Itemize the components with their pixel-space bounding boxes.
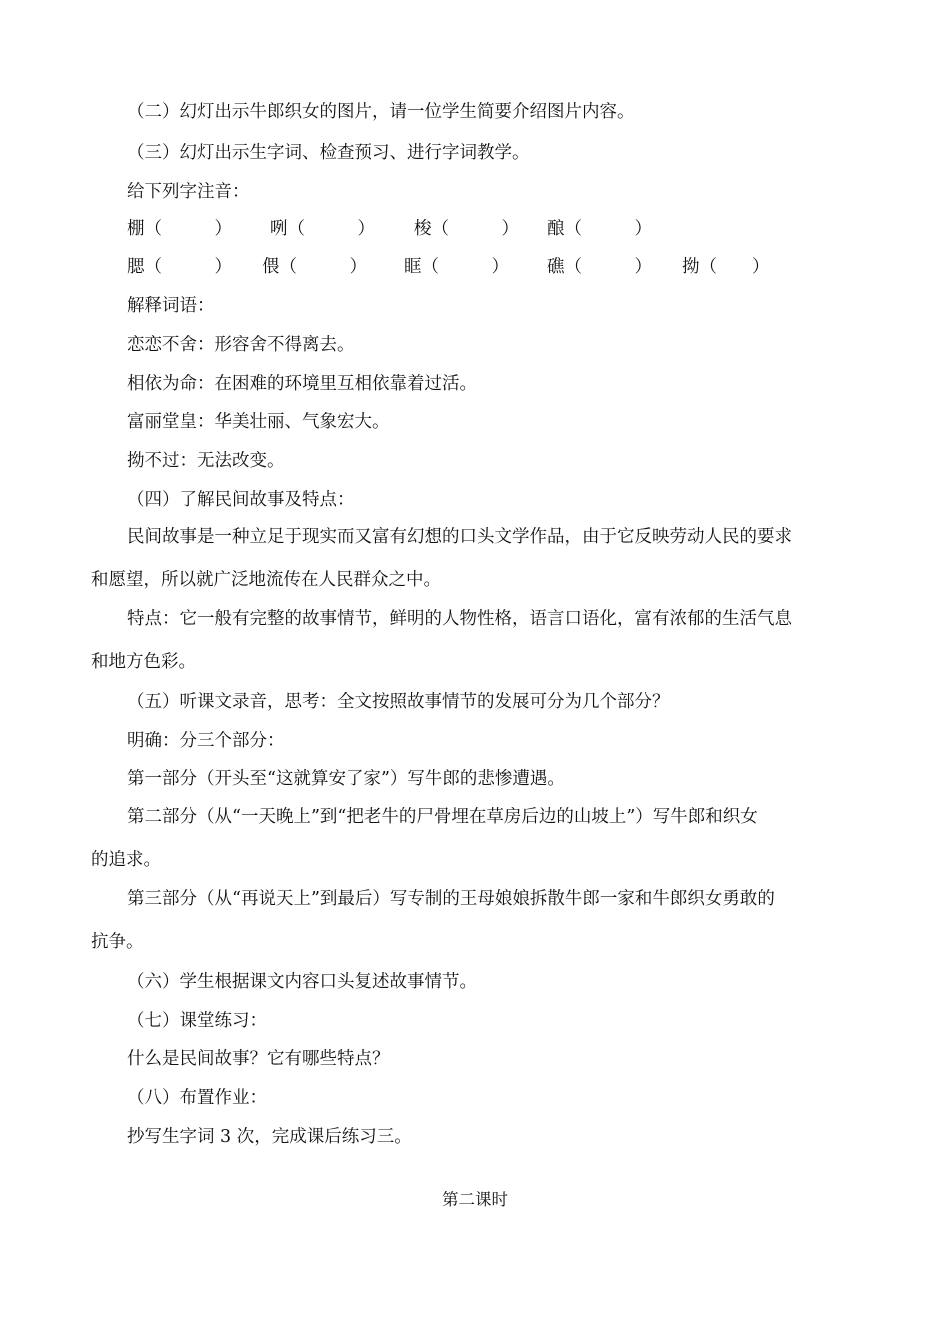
section-four-line: （四）了解民间故事及特点： [127, 490, 355, 510]
lesson-heading: 第二课时 [442, 1190, 508, 1209]
part-one-line: 第一部分（开头至“这就算安了家”）写牛郎的悲惨遭遇。 [127, 769, 565, 789]
pinyin-item: 梭（ ） [414, 219, 519, 239]
exercise-question: 什么是民间故事？它有哪些特点？ [127, 1049, 390, 1069]
vocab-item: 富丽堂皇：华美壮丽、气象宏大。 [127, 412, 390, 432]
folk-tale-definition-cont: 和愿望，所以就广泛地流传在人民群众之中。 [91, 570, 441, 590]
answer-line: 明确：分三个部分： [127, 731, 285, 751]
vocab-item: 相依为命：在困难的环境里互相依靠着过活。 [127, 374, 477, 394]
folk-tale-features: 特点：它一般有完整的故事情节，鲜明的人物性格，语言口语化，富有浓郁的生活气息 [127, 609, 792, 629]
section-five-line: （五）听课文录音，思考：全文按照故事情节的发展可分为几个部分？ [127, 692, 670, 712]
part-three-line: 第三部分（从“再说天上”到最后）写专制的王母娘娘拆散牛郎一家和牛郎织女勇敢的 [127, 889, 775, 909]
section-six-line: （六）学生根据课文内容口头复述故事情节。 [127, 972, 477, 992]
pinyin-item: 咧（ ） [270, 219, 375, 239]
section-three-line: （三）幻灯出示生字词、检查预习、进行字词教学。 [127, 143, 530, 163]
pinyin-item: 酿（ ） [547, 219, 652, 239]
folk-tale-definition: 民间故事是一种立足于现实而又富有幻想的口头文学作品，由于它反映劳动人民的要求 [127, 527, 792, 547]
part-two-line-cont: 的追求。 [91, 850, 161, 870]
pinyin-instruction: 给下列字注音： [127, 182, 250, 202]
homework-line: 抄写生字词 3 次，完成课后练习三。 [127, 1127, 412, 1147]
section-two-line: （二）幻灯出示牛郎织女的图片，请一位学生简要介绍图片内容。 [127, 102, 635, 122]
part-three-line-cont: 抗争。 [91, 932, 144, 952]
pinyin-item: 棚（ ） [127, 219, 232, 239]
pinyin-item: 腮（ ） [127, 257, 232, 277]
folk-tale-features-cont: 和地方色彩。 [91, 652, 196, 672]
pinyin-item: 礁（ ） [547, 257, 652, 277]
section-eight-line: （八）布置作业： [127, 1088, 267, 1108]
section-seven-line: （七）课堂练习： [127, 1011, 267, 1031]
vocab-heading: 解释词语： [127, 296, 215, 316]
pinyin-item: 拗（ ） [682, 257, 770, 277]
vocab-item: 恋恋不舍：形容舍不得离去。 [127, 335, 355, 355]
pinyin-item: 偎（ ） [262, 257, 367, 277]
pinyin-item: 眶（ ） [404, 257, 509, 277]
vocab-item: 拗不过：无法改变。 [127, 451, 285, 471]
part-two-line: 第二部分（从“一天晚上”到“把老牛的尸骨埋在草房后边的山坡上”）写牛郎和织女 [127, 807, 758, 827]
